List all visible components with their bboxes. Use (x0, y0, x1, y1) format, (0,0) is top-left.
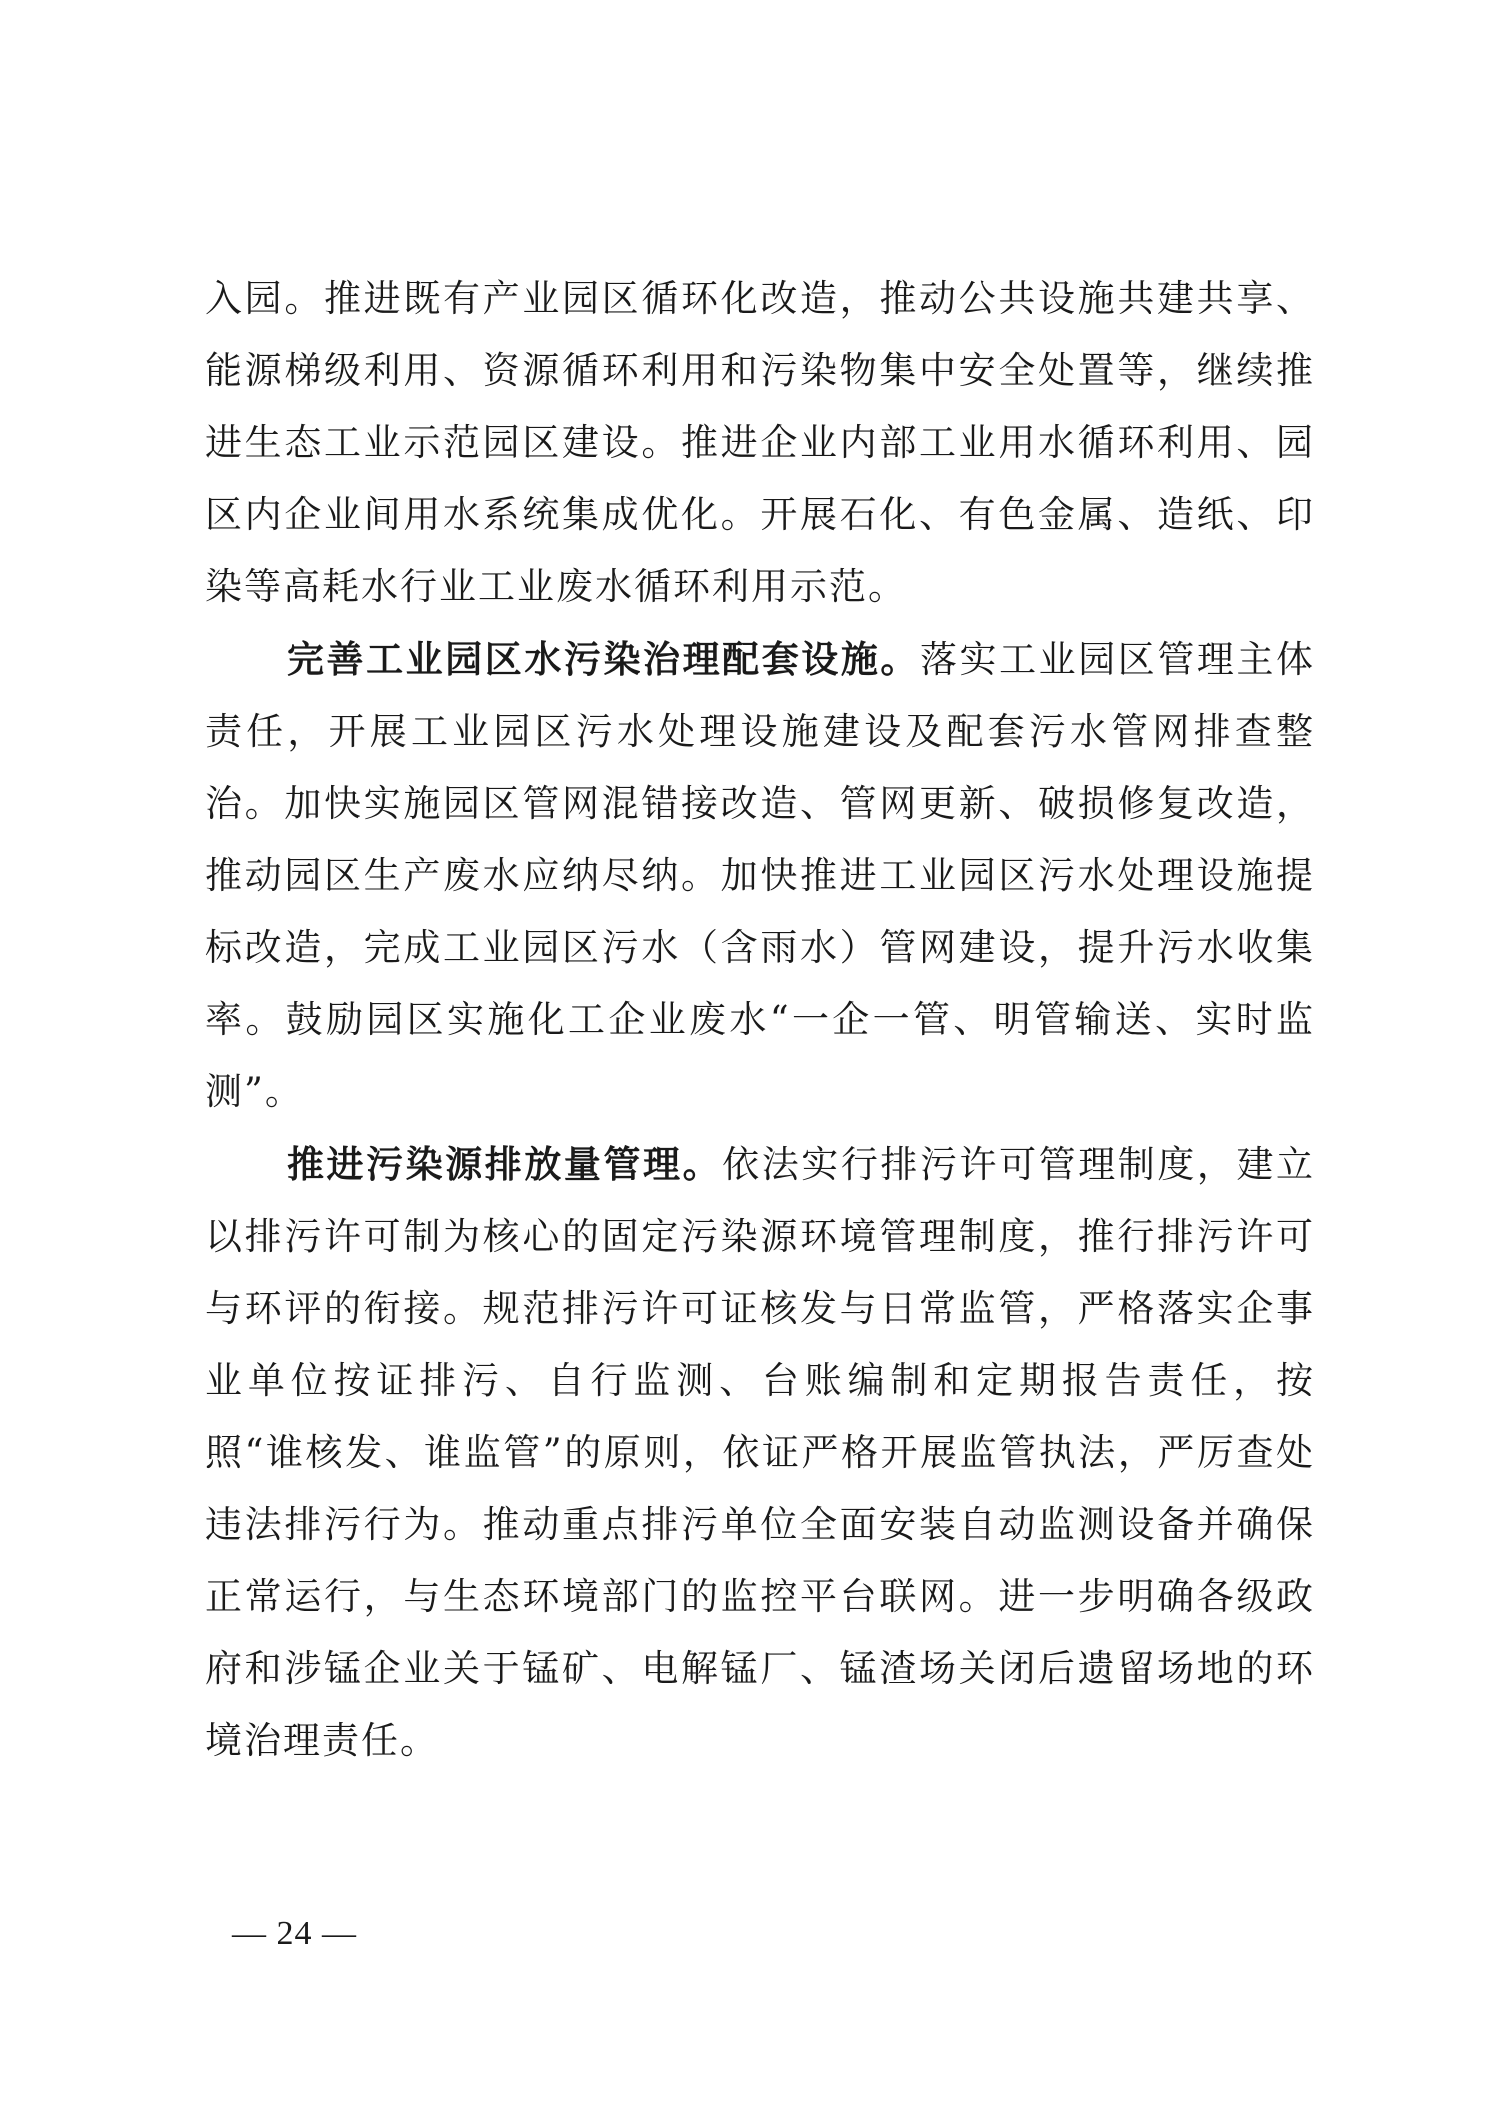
paragraph-2-text: 落实工业园区管理主体责任，开展工业园区污水处理设施建设及配套污水管网排查整治。加快实施园区管网混错接改造、管网更新、破损修复改造，推动园区生产废水应纳尽纳。加快推进工业园区污水处理设施提标改造，完成工业园区污水（含雨水）管网建设，提升污水收集率。鼓励园区实施化工企业废水“一企一管、明管输送、实时监测”。 (205, 638, 1316, 1113)
paragraph-2 (205, 623, 1315, 1128)
paragraph-1-text: 入园。推进既有产业园区循环化改造，推动公共设施共建共享、能源梯级利用、资源循环利用和污染物集中安全处置等，继续推进生态工业示范园区建设。推进企业内部工业用水循环利用、园区内企业间用水系统集成优化。开展石化、有色金属、造纸、印染等高耗水行业工业废水循环利用示范。 (205, 277, 1315, 608)
document-body (205, 262, 1315, 1777)
paragraph-1 (205, 262, 1315, 623)
page-number: — 24 — (232, 1915, 357, 1952)
paragraph-2-lead: 完善工业园区水污染治理配套设施。 (287, 637, 920, 681)
paragraph-3 (205, 1128, 1315, 1777)
paragraph-3-text: 依法实行排污许可管理制度，建立以排污许可制为核心的固定污染源环境管理制度，推行排污许可与环评的衔接。规范排污许可证核发与日常监管，严格落实企事业单位按证排污、自行监测、台账编制和定期报告责任，按照“谁核发、谁监管”的原则，依证严格开展监管执法，严厉查处违法排污行为。推动重点排污单位全面安装自动监测设备并确保正常运行，与生态环境部门的监控平台联网。进一步明确各级政府和涉锰企业关于锰矿、电解锰厂、锰渣场关闭后遗留场地的环境治理责任。 (205, 1143, 1316, 1762)
paragraph-3-lead: 推进污染源排放量管理。 (287, 1142, 723, 1186)
